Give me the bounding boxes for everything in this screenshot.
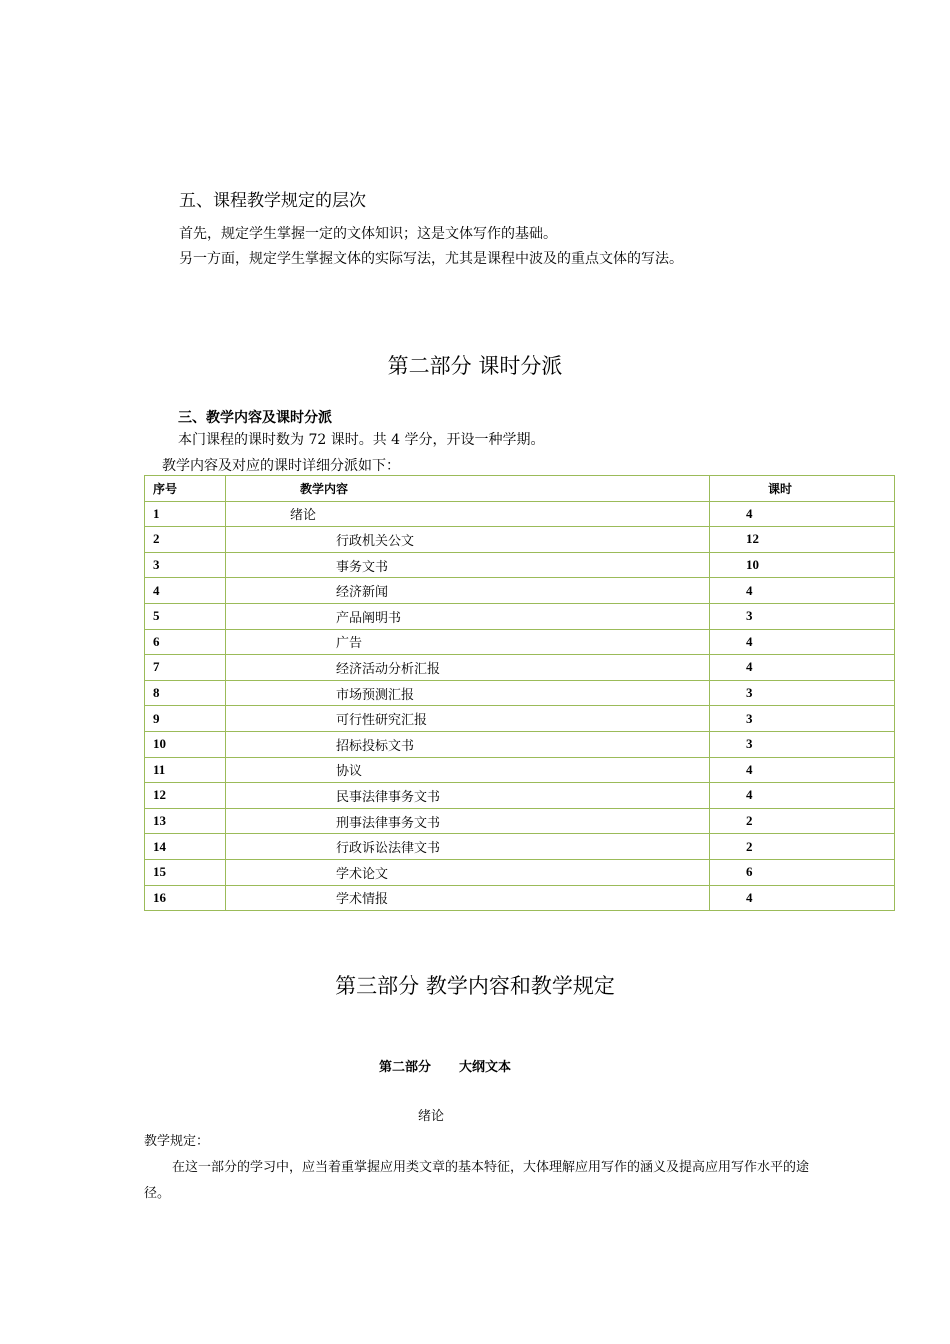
row-content: 经济活动分析汇报: [226, 655, 710, 681]
row-content: 协议: [226, 757, 710, 783]
outline-part: 第二部分: [378, 1060, 431, 1075]
table-row: [145, 808, 895, 834]
table-row: [145, 859, 895, 885]
row-hours: 4: [710, 885, 895, 911]
row-content: 事务文书: [226, 552, 710, 578]
row-no: 9: [145, 706, 226, 732]
table-row: [145, 603, 895, 629]
row-content: 可行性研究汇报: [226, 706, 710, 732]
row-content: 产品阐明书: [226, 603, 710, 629]
section-five-line2: 另一方面，规定学生掌握文体的实际写法，尤其是课程中波及的重点文体的写法。: [179, 251, 683, 267]
row-hours: 4: [710, 655, 895, 681]
row-content: 学术论文: [226, 859, 710, 885]
outline-name: 大纲文本: [459, 1060, 512, 1075]
row-hours: 10: [710, 552, 895, 578]
table-row: [145, 680, 895, 706]
table-row: [145, 757, 895, 783]
row-hours: 2: [710, 834, 895, 860]
outline-title: [0, 1056, 890, 1075]
header-no: 序号: [145, 476, 226, 502]
row-content: 市场预测汇报: [226, 680, 710, 706]
schedule-intro: 教学内容及对应的课时详细分派如下：: [162, 458, 400, 474]
row-no: 7: [145, 655, 226, 681]
row-no: 10: [145, 731, 226, 757]
table-row: [145, 655, 895, 681]
row-hours: 3: [710, 680, 895, 706]
row-content: 广告: [226, 629, 710, 655]
row-no: 11: [145, 757, 226, 783]
requirements-text: 在这一部分的学习中，应当着重掌握应用类文章的基本特征，大体理解应用写作的涵义及提高应用写作水平的途径。: [144, 1160, 810, 1201]
row-hours: 4: [710, 501, 895, 527]
schedule-table: [144, 475, 895, 911]
table-row: [145, 706, 895, 732]
row-no: 4: [145, 578, 226, 604]
table-row: [145, 552, 895, 578]
row-content: 民事法律事务文书: [226, 783, 710, 809]
row-hours: 3: [710, 706, 895, 732]
row-no: 12: [145, 783, 226, 809]
table-row: [145, 783, 895, 809]
header-content: 教学内容: [226, 476, 710, 502]
table-header-row: [145, 476, 895, 502]
row-content: 绪论: [226, 501, 710, 527]
row-no: 3: [145, 552, 226, 578]
row-hours: 4: [710, 578, 895, 604]
header-hours: 课时: [710, 476, 895, 502]
row-hours: 3: [710, 731, 895, 757]
row-content: 招标投标文书: [226, 731, 710, 757]
part-two-title: 第二部分 课时分派: [387, 354, 563, 378]
table-row: [145, 731, 895, 757]
row-no: 2: [145, 527, 226, 553]
course-hours-summary: 本门课程的课时数为 72 课时。共 4 学分，开设一种学期。: [178, 432, 545, 448]
row-hours: 12: [710, 527, 895, 553]
row-content: 行政诉讼法律文书: [226, 834, 710, 860]
row-no: 6: [145, 629, 226, 655]
row-content: 刑事法律事务文书: [226, 808, 710, 834]
table-row: [145, 527, 895, 553]
table-row: [145, 501, 895, 527]
row-hours: 3: [710, 603, 895, 629]
row-content: 学术情报: [226, 885, 710, 911]
row-hours: 4: [710, 629, 895, 655]
table-row: [145, 578, 895, 604]
section-five-line1: 首先，规定学生掌握一定的文体知识；这是文体写作的基础。: [179, 226, 557, 242]
table-row: [145, 834, 895, 860]
row-no: 13: [145, 808, 226, 834]
row-hours: 2: [710, 808, 895, 834]
intro-heading: 绪论: [417, 1109, 444, 1124]
section-five-heading: 五、课程教学规定的层次: [179, 191, 366, 211]
row-no: 1: [145, 501, 226, 527]
row-content: 行政机关公文: [226, 527, 710, 553]
part-three-title: 第三部分 教学内容和教学规定: [335, 974, 615, 998]
row-no: 5: [145, 603, 226, 629]
row-hours: 4: [710, 783, 895, 809]
table-row: [145, 629, 895, 655]
row-hours: 6: [710, 859, 895, 885]
row-hours: 4: [710, 757, 895, 783]
teaching-hours-heading: 三、教学内容及课时分派: [178, 410, 332, 426]
requirements-label: 教学规定：: [144, 1134, 210, 1149]
row-no: 15: [145, 859, 226, 885]
row-no: 14: [145, 834, 226, 860]
table-row: [145, 885, 895, 911]
row-content: 经济新闻: [226, 578, 710, 604]
row-no: 8: [145, 680, 226, 706]
row-no: 16: [145, 885, 226, 911]
